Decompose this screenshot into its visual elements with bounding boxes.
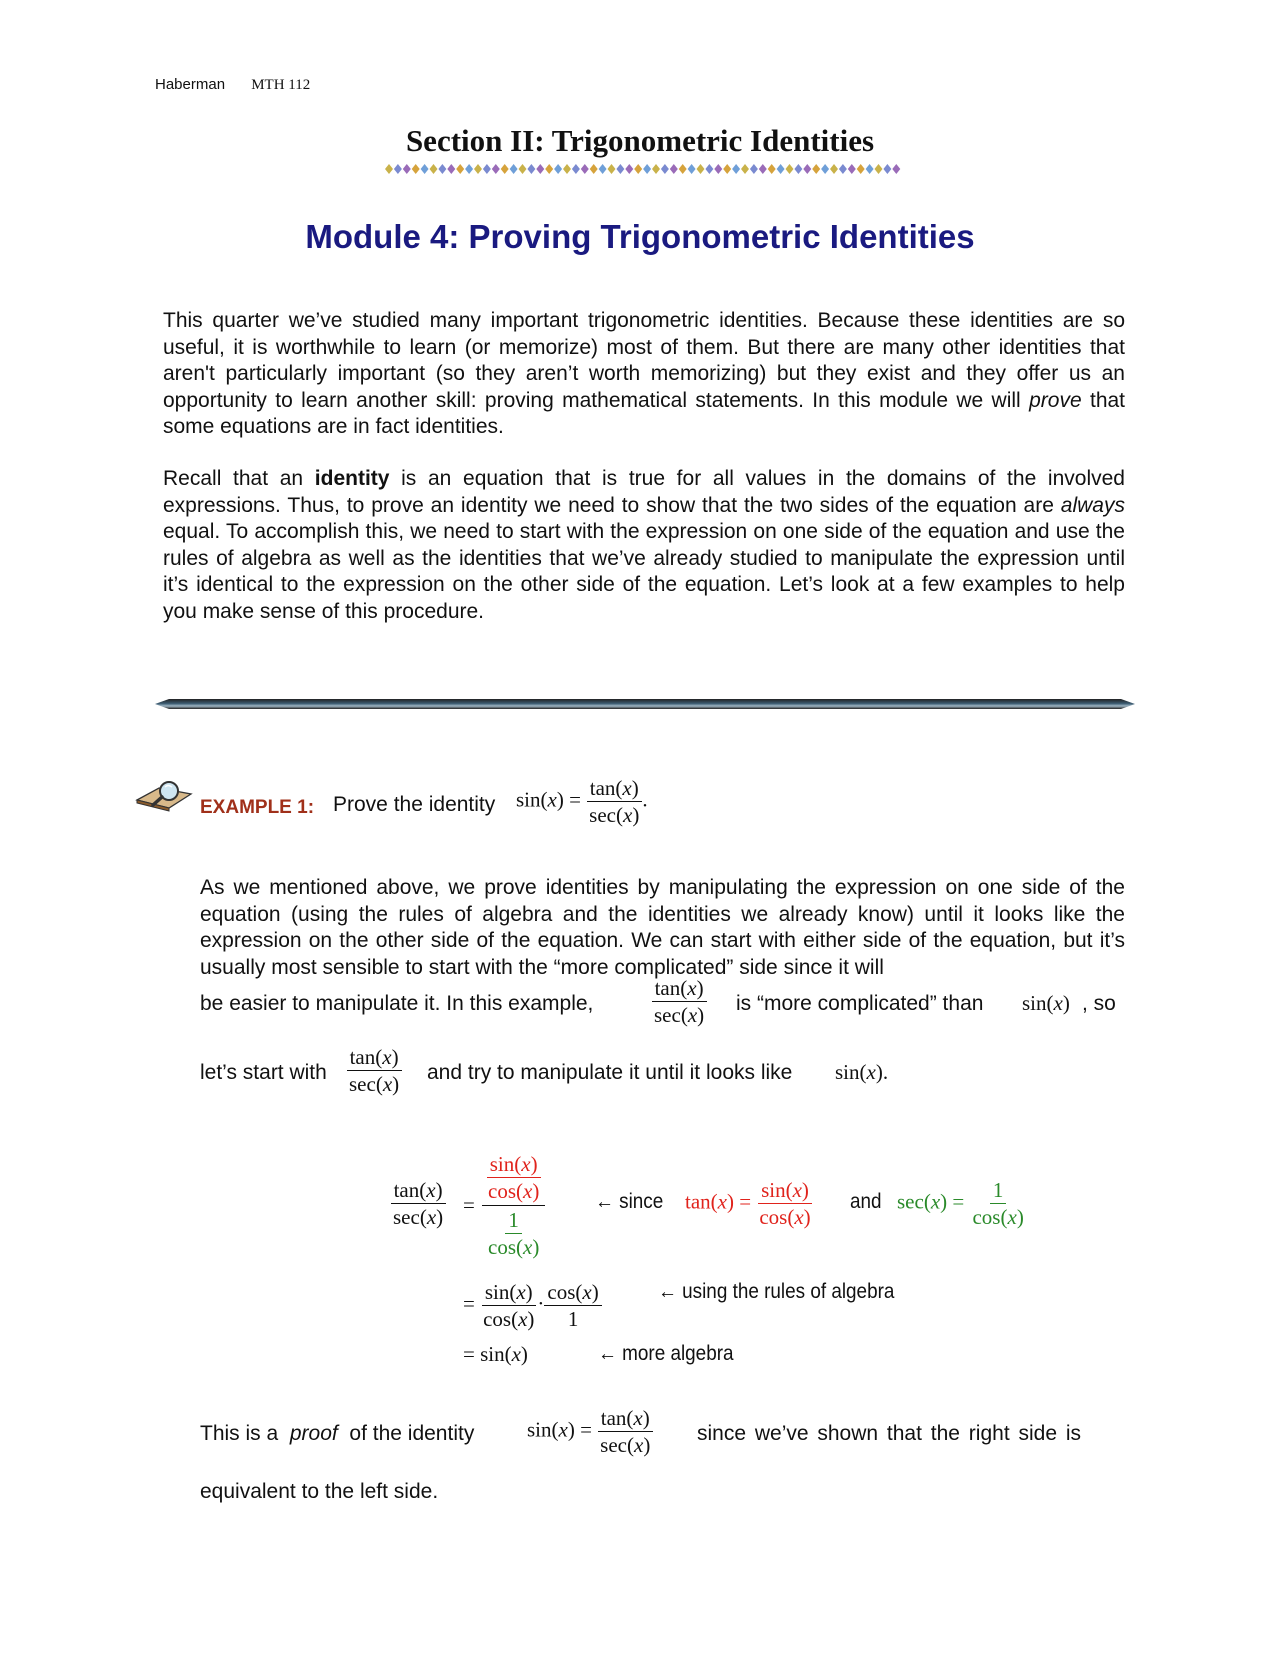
divider-diamond	[679, 164, 687, 174]
divider-diamond	[839, 164, 847, 174]
divider-diamond	[777, 164, 785, 174]
example-1-explanation: As we mentioned above, we prove identities by manipulating the expression on one side of the equation (using the rules of algebra and the identities we already know) until it looks like the expression on the other side of the equation. We can start with either side of the equation, but it’s usually most sensible to start with the “more complicated” side since it will	[200, 876, 1125, 979]
divider-diamond	[857, 164, 865, 174]
divider-diamond	[705, 164, 713, 174]
divider-diamond	[501, 164, 509, 174]
divider-diamond	[866, 164, 874, 174]
divider-diamond	[875, 164, 883, 174]
step-2: = $\frac{\sin(x)}{\cos(x)}$ · $\frac{\cos(x)}{1}$	[463, 1280, 602, 1331]
line-a-fraction: $\frac{\tan(x)}{\sec(x)}$	[651, 976, 707, 1027]
divider-diamond	[768, 164, 776, 174]
divider-diamond	[403, 164, 411, 174]
prove-emphasis: prove	[1029, 388, 1082, 412]
divider-diamond	[527, 164, 535, 174]
proof-emphasis: proof	[289, 1422, 338, 1445]
course-code: MTH 112	[251, 77, 311, 93]
intro-paragraph-1: This quarter we’ve studied many important trigonometric identities. Because these identities are so useful, it is worthwhile to learn (or memorize) most of them. But there are many other identities that aren't particularly important (so they aren’t worth memorizing) but they exist and they offer us an opportunity to learn another skill: proving mathematical statements. In this module we will prove that some equations are in fact identities.	[163, 309, 1126, 438]
divider-diamond	[456, 164, 464, 174]
divider-diamond	[803, 164, 811, 174]
fraction-tan-over-sec: $\frac{\tan(x)}{\sec(x)}$	[586, 776, 642, 827]
divider-diamond	[616, 164, 624, 174]
author-name: Haberman	[155, 76, 226, 93]
line-b-text-1: let’s start with	[200, 1061, 327, 1084]
conclusion-text-3: equivalent to the left side.	[200, 1480, 439, 1503]
divider-diamond	[438, 164, 446, 174]
example-1-prompt: Prove the identity	[333, 793, 496, 816]
section-divider-rule	[155, 698, 1135, 710]
divider-diamond	[385, 164, 393, 174]
step-3: = sin(x)	[463, 1342, 528, 1366]
divider-diamond	[732, 164, 740, 174]
divider-diamond	[625, 164, 633, 174]
divider-diamond	[608, 164, 616, 174]
divider-diamond	[892, 164, 900, 174]
divider-diamond	[536, 164, 544, 174]
divider-diamond	[848, 164, 856, 174]
divider-diamond	[723, 164, 731, 174]
divider-diamond	[688, 164, 696, 174]
divider-diamond	[572, 164, 580, 174]
divider-diamond	[412, 164, 420, 174]
divider-diamond	[599, 164, 607, 174]
step-1-equals: =	[463, 1193, 475, 1217]
divider-diamond	[492, 164, 500, 174]
conclusion-identity: sin(x) = $\frac{\tan(x)}{\sec(x)}$	[527, 1406, 653, 1457]
line-b-fraction: $\frac{\tan(x)}{\sec(x)}$	[346, 1045, 402, 1096]
always-emphasis: always	[1060, 493, 1125, 517]
line-b-sin: sin(x).	[835, 1060, 889, 1084]
line-a-text-2: is “more complicated” than	[736, 992, 984, 1015]
divider-diamond	[474, 164, 482, 174]
divider-diamond	[750, 164, 758, 174]
conclusion-text-1: This is a proof of the identity	[200, 1422, 475, 1445]
divider-diamond	[590, 164, 598, 174]
divider-diamond	[447, 164, 455, 174]
step-1-note: ← since	[595, 1190, 664, 1213]
magnifier-book-icon	[135, 778, 193, 812]
divider-diamond	[652, 164, 660, 174]
section-title: Section II: Trigonometric Identities	[405, 123, 875, 158]
divider-diamond	[697, 164, 705, 174]
divider-diamond	[581, 164, 589, 174]
divider-diamond	[830, 164, 838, 174]
divider-diamond	[643, 164, 651, 174]
step-1-complex-fraction: $\frac{\frac{\sin(x)}{\cos(x)}}{\frac{1}{\cos(x)}}$	[482, 1152, 545, 1259]
module-title: Module 4: Proving Trigonometric Identities	[305, 218, 975, 255]
divider-diamond	[483, 164, 491, 174]
divider-diamond	[519, 164, 527, 174]
intro-paragraph-2: Recall that an identity is an equation that is true for all values in the domains of the involved expressions. Thus, to prove an identity we need to show that the two sides of the equation are always equal. To accomplish this, we need to start with the expression on one side of the equation and use the rules of algebra as well as the identities that we’ve already studied to manipulate the expression until it’s identical to the expression on the other side of the equation. Let’s look at a few examples to help you make sense of this procedure.	[163, 467, 1125, 623]
decorative-dot-divider	[385, 162, 905, 176]
divider-diamond	[714, 164, 722, 174]
tan-identity: tan(x) = $\frac{\sin(x)}{\cos(x)}$	[685, 1178, 811, 1229]
line-a-text-3: , so	[1082, 992, 1116, 1015]
divider-diamond	[394, 164, 402, 174]
line-b-text-2: and try to manipulate it until it looks like	[427, 1061, 793, 1084]
step-1-lhs: $\frac{\tan(x)}{\sec(x)}$	[390, 1178, 446, 1229]
divider-diamond	[794, 164, 802, 174]
example-1-identity: sin(x) = $\frac{\tan(x)}{\sec(x)}$ .	[516, 776, 648, 827]
step-3-note: ← more algebra	[598, 1342, 734, 1365]
divider-diamond	[510, 164, 518, 174]
divider-diamond	[741, 164, 749, 174]
divider-diamond	[554, 164, 562, 174]
identity-term: identity	[314, 467, 390, 490]
and-word: and	[850, 1190, 882, 1213]
divider-diamond	[634, 164, 642, 174]
example-1-label: EXAMPLE 1:	[200, 797, 315, 818]
divider-diamond	[545, 164, 553, 174]
divider-diamond	[812, 164, 820, 174]
divider-diamond	[563, 164, 571, 174]
page-header	[155, 76, 310, 94]
divider-diamond	[430, 164, 438, 174]
divider-diamond	[421, 164, 429, 174]
divider-diamond	[883, 164, 891, 174]
line-a-sin: sin(x)	[1022, 991, 1070, 1015]
divider-diamond	[661, 164, 669, 174]
conclusion-text-2: since we’ve shown that the right side is	[697, 1422, 1082, 1445]
sec-identity: sec(x) = $\frac{1}{\cos(x)}$	[897, 1178, 1024, 1229]
divider-diamond	[759, 164, 767, 174]
divider-diamond	[465, 164, 473, 174]
step-2-note: ← using the rules of algebra	[658, 1280, 895, 1303]
divider-diamond	[786, 164, 794, 174]
divider-diamond	[670, 164, 678, 174]
divider-diamond	[821, 164, 829, 174]
line-a-text-1: be easier to manipulate it. In this example,	[200, 992, 594, 1015]
